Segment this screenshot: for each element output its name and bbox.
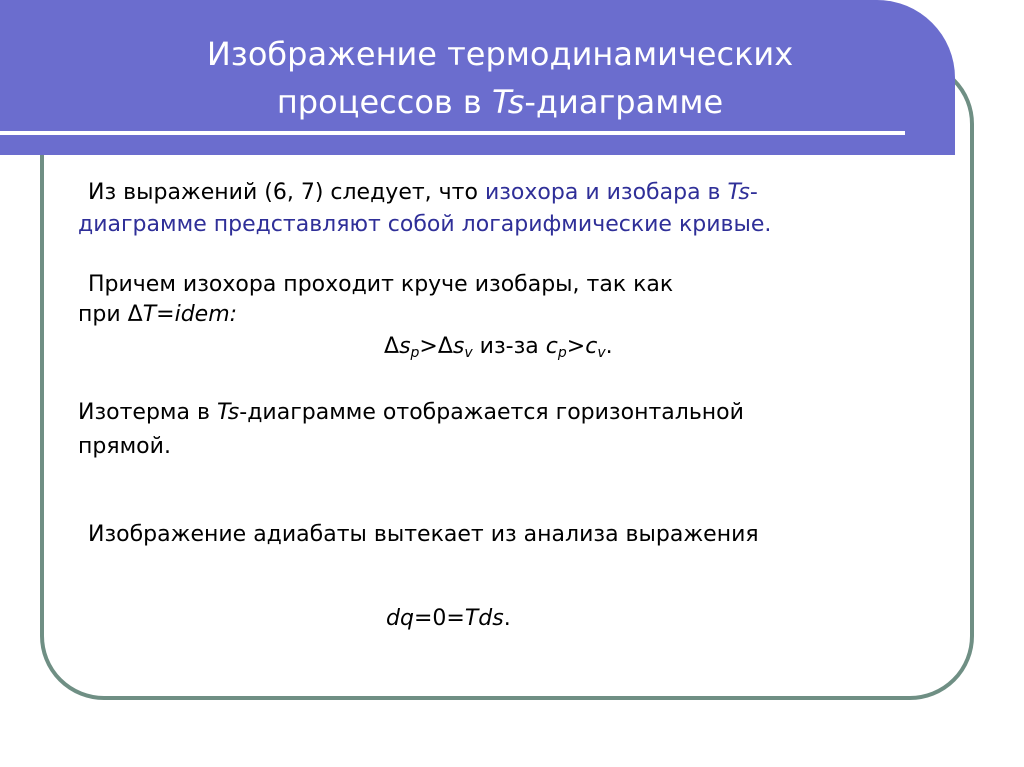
f2-eq: =0=	[413, 606, 465, 631]
para4-line1: Изображение адиабаты вытекает из анализа выражения	[88, 522, 759, 547]
title-ts: Ts	[491, 83, 525, 121]
f1-mid: из-за	[472, 334, 546, 359]
para1-highlight-dash: -	[749, 180, 758, 205]
title-underline	[0, 131, 905, 135]
f1-gt2: >	[566, 334, 586, 359]
title-line-2-start: процессов в	[276, 83, 492, 121]
f2-dq: dq	[386, 606, 414, 631]
para3-text: Изотерма в	[78, 400, 217, 425]
title-bar	[0, 0, 955, 155]
f1-delta: Δ	[384, 334, 400, 359]
para1-line1	[88, 178, 758, 208]
f1-sub-p: p	[410, 345, 420, 361]
f2-end: .	[503, 606, 511, 631]
para1-line2: диаграмме представляют собой логарифмические кривые.	[78, 212, 772, 237]
para1-highlight-ts: Ts	[727, 180, 750, 205]
formula-entropy	[384, 332, 613, 362]
title-line-2-end: -диаграмме	[524, 83, 724, 121]
f1-sub-v2: v	[597, 345, 606, 361]
slide-title	[120, 30, 880, 126]
f1-c: c	[545, 334, 558, 359]
f1-s2: s	[452, 334, 465, 359]
f1-gt: >Δ	[419, 334, 453, 359]
title-line-1: Изображение термодинамических	[206, 35, 794, 73]
para2-line2	[78, 300, 237, 330]
para3-ts: Ts	[216, 400, 240, 425]
f1-sub-p2: p	[557, 345, 567, 361]
para2-condition: T=idem:	[142, 302, 238, 327]
para1-highlight: изохора и изобара в	[484, 180, 728, 205]
para1-text: Из выражений (6, 7) следует, что	[88, 180, 485, 205]
f1-c2: c	[585, 334, 598, 359]
para2-text: при Δ	[78, 302, 143, 327]
formula-adiabat	[386, 604, 511, 634]
f1-s: s	[399, 334, 411, 359]
para3-line2: прямой.	[78, 434, 171, 459]
f1-sub-v: v	[464, 345, 473, 361]
para3-line1	[78, 398, 744, 428]
para2-line1: Причем изохора проходит круче изобары, так как	[88, 272, 674, 297]
f2-tds: Tds	[464, 606, 504, 631]
f1-end: .	[605, 334, 613, 359]
para3-text-end: -диаграмме отображается горизонтальной	[239, 400, 744, 425]
